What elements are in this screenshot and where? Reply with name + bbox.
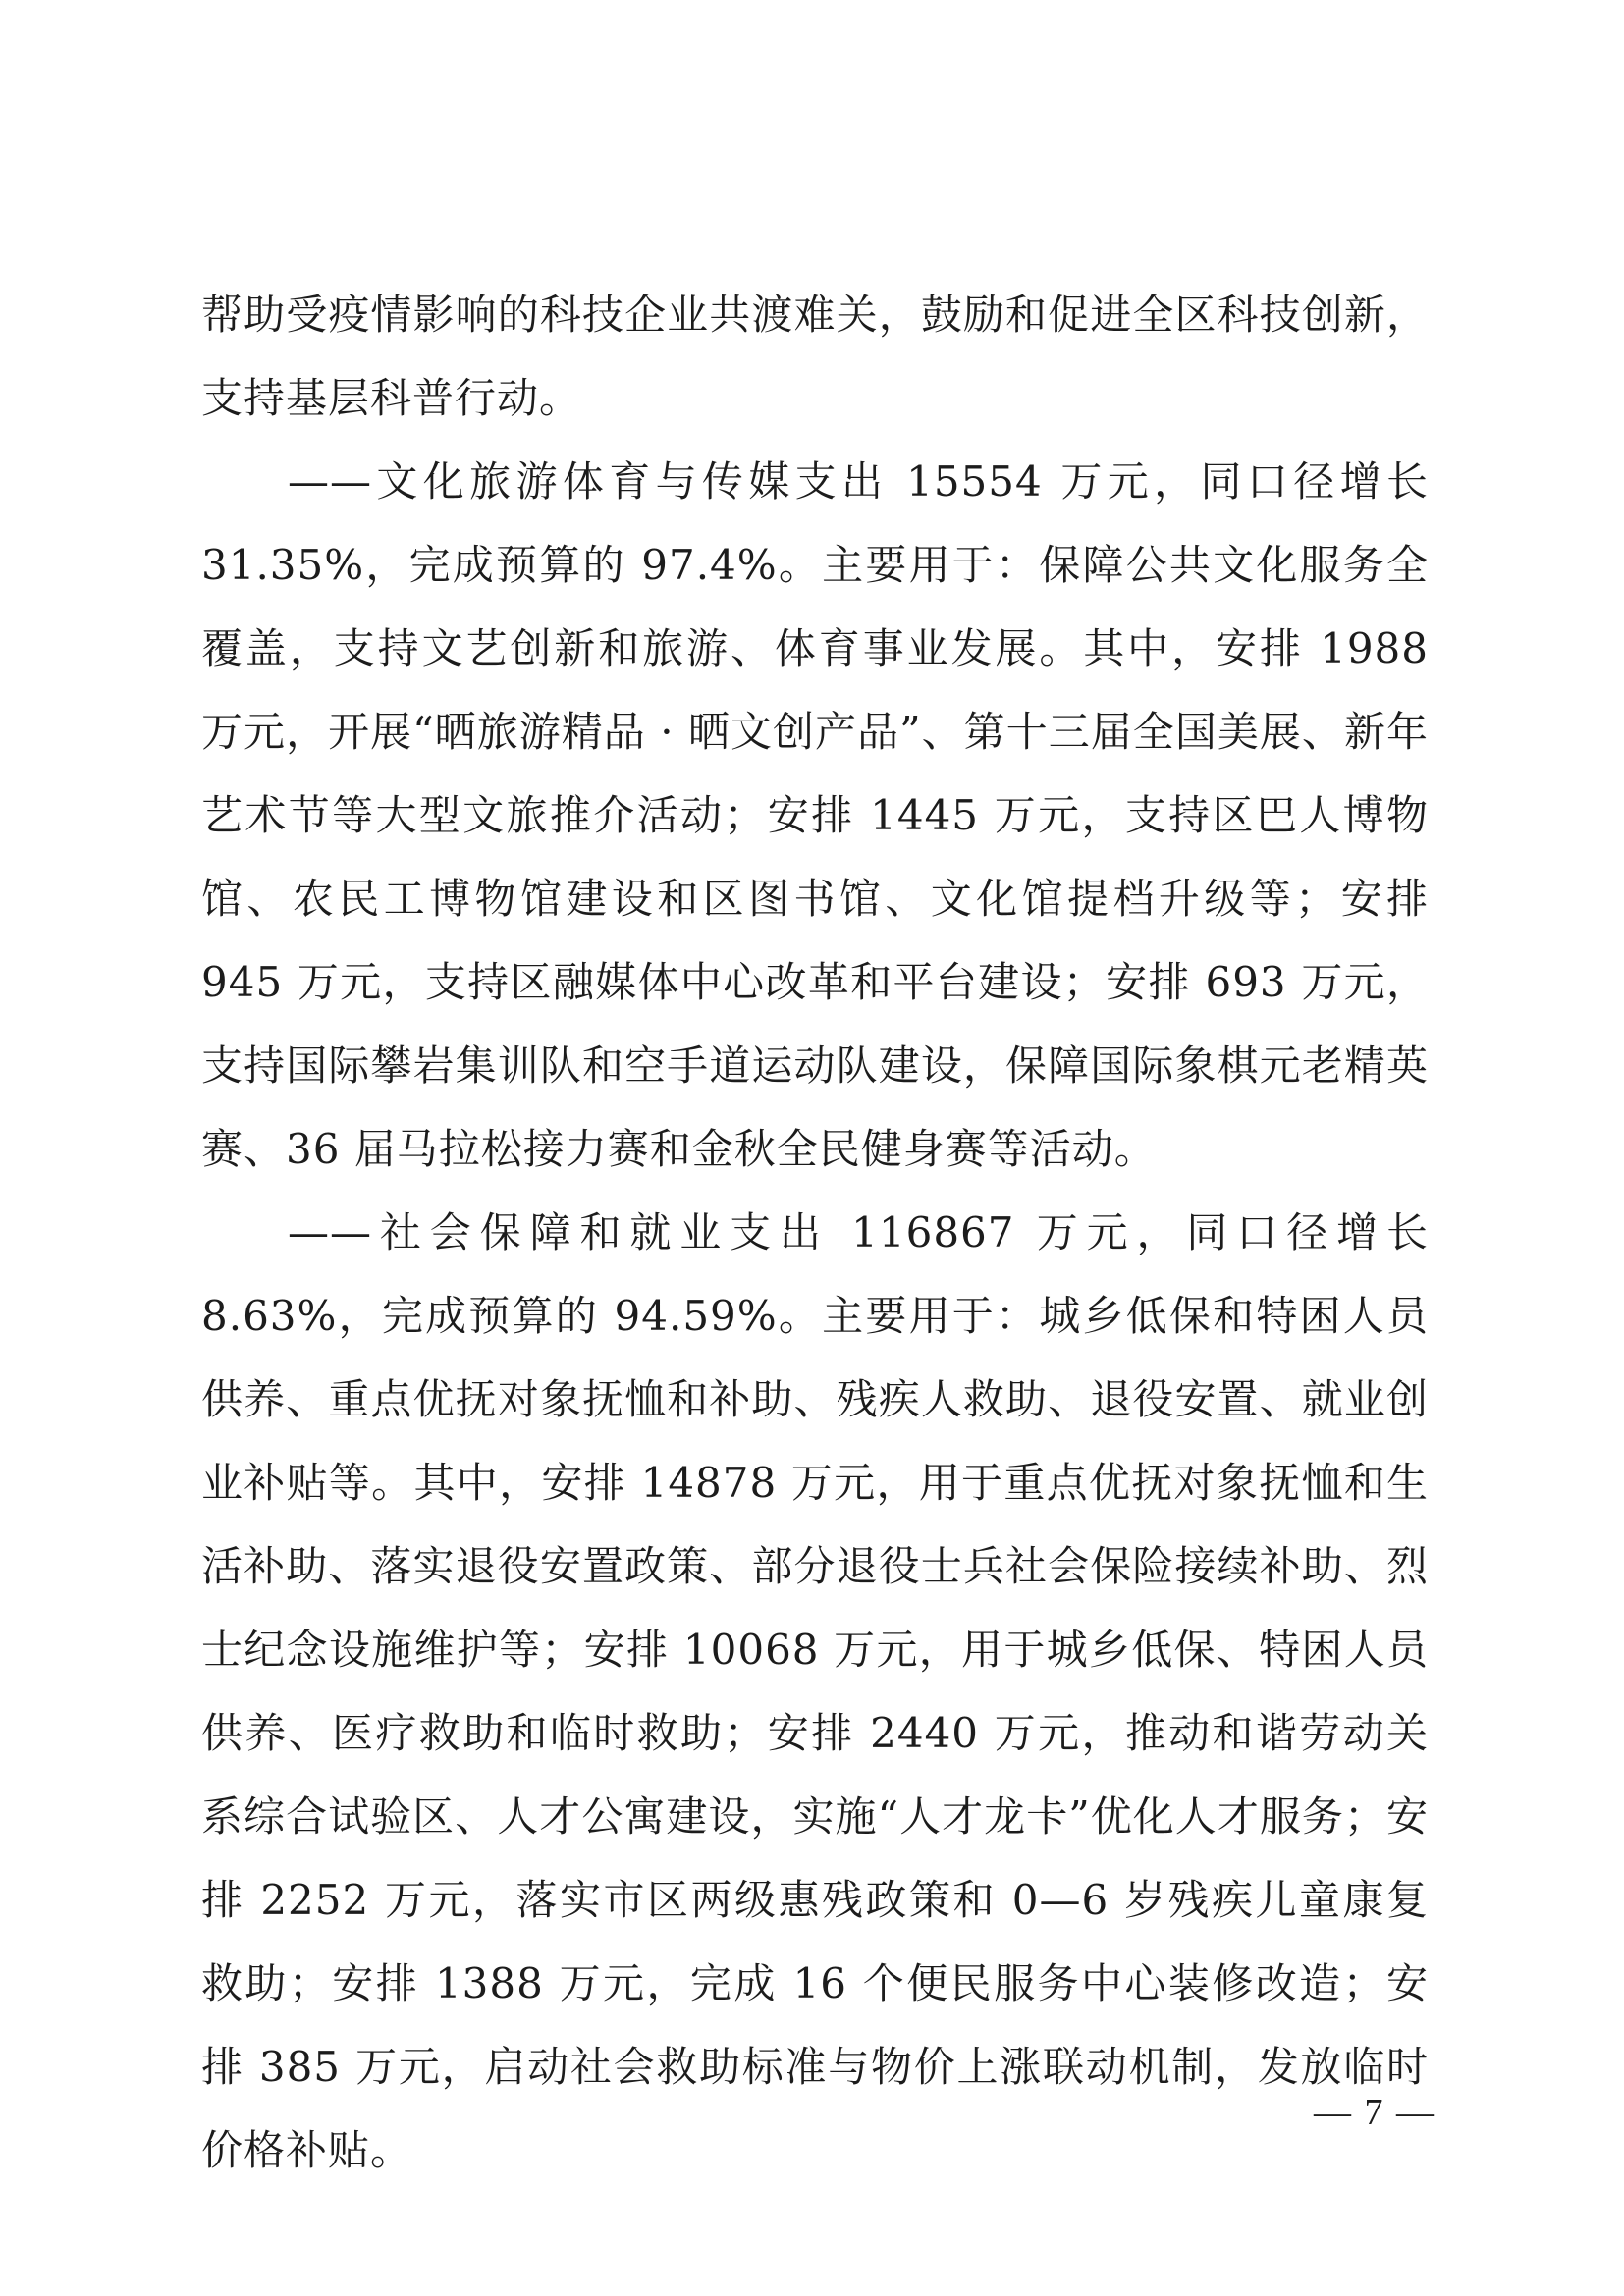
paragraph-science-support: 帮助受疫情影响的科技企业共渡难关，鼓励和促进全区科技创新，支持基层科普行动。 [201,291,1429,422]
document-body [201,273,1429,2192]
paragraph-culture-tourism-expenditure: ——文化旅游体育与传媒支出 15554 万元，同口径增长 31.35%，完成预算的 97.4%。主要用于：保障公共文化服务全覆盖，支持文艺创新和旅游、体育事业发展。其中，安排 1988 万元，开展“晒旅游精品 · 晒文创产品”、第十三届全国美展、新年艺术节等大型文旅推介活动；安排 1445 万元，支持区巴人博物馆、农民工博物馆建设和区图书馆、文化馆提档升级等；安排 945 万元，支持区融媒体中心改革和平台建设；安排 693 万元，支持国际攀岩集训队和空手道运动队建设，保障国际象棋元老精英赛、36 届马拉松接力赛和金秋全民健身赛等活动。 [201,457,1429,1173]
paragraph-social-security-expenditure: ——社会保障和就业支出 116867 万元，同口径增长 8.63%，完成预算的 94.59%。主要用于：城乡低保和特困人员供养、重点优抚对象抚恤和补助、残疾人救助、退役安置、就业创业补贴等。其中，安排 14878 万元，用于重点优抚对象抚恤和生活补助、落实退役安置政策、部分退役士兵社会保险接续补助、烈士纪念设施维护等；安排 10068 万元，用于城乡低保、特困人员供养、医疗救助和临时救助；安排 2440 万元，推动和谐劳动关系综合试验区、人才公寓建设，实施“人才龙卡”优化人才服务；安排 2252 万元，落实市区两级惠残政策和 0—6 岁残疾儿童康复救助；安排 1388 万元，完成 16 个便民服务中心装修改造；安排 385 万元，启动社会救助标准与物价上涨联动机制，发放临时价格补贴。 [201,1208,1429,2174]
page-number: — 7 — [1314,2092,1435,2133]
